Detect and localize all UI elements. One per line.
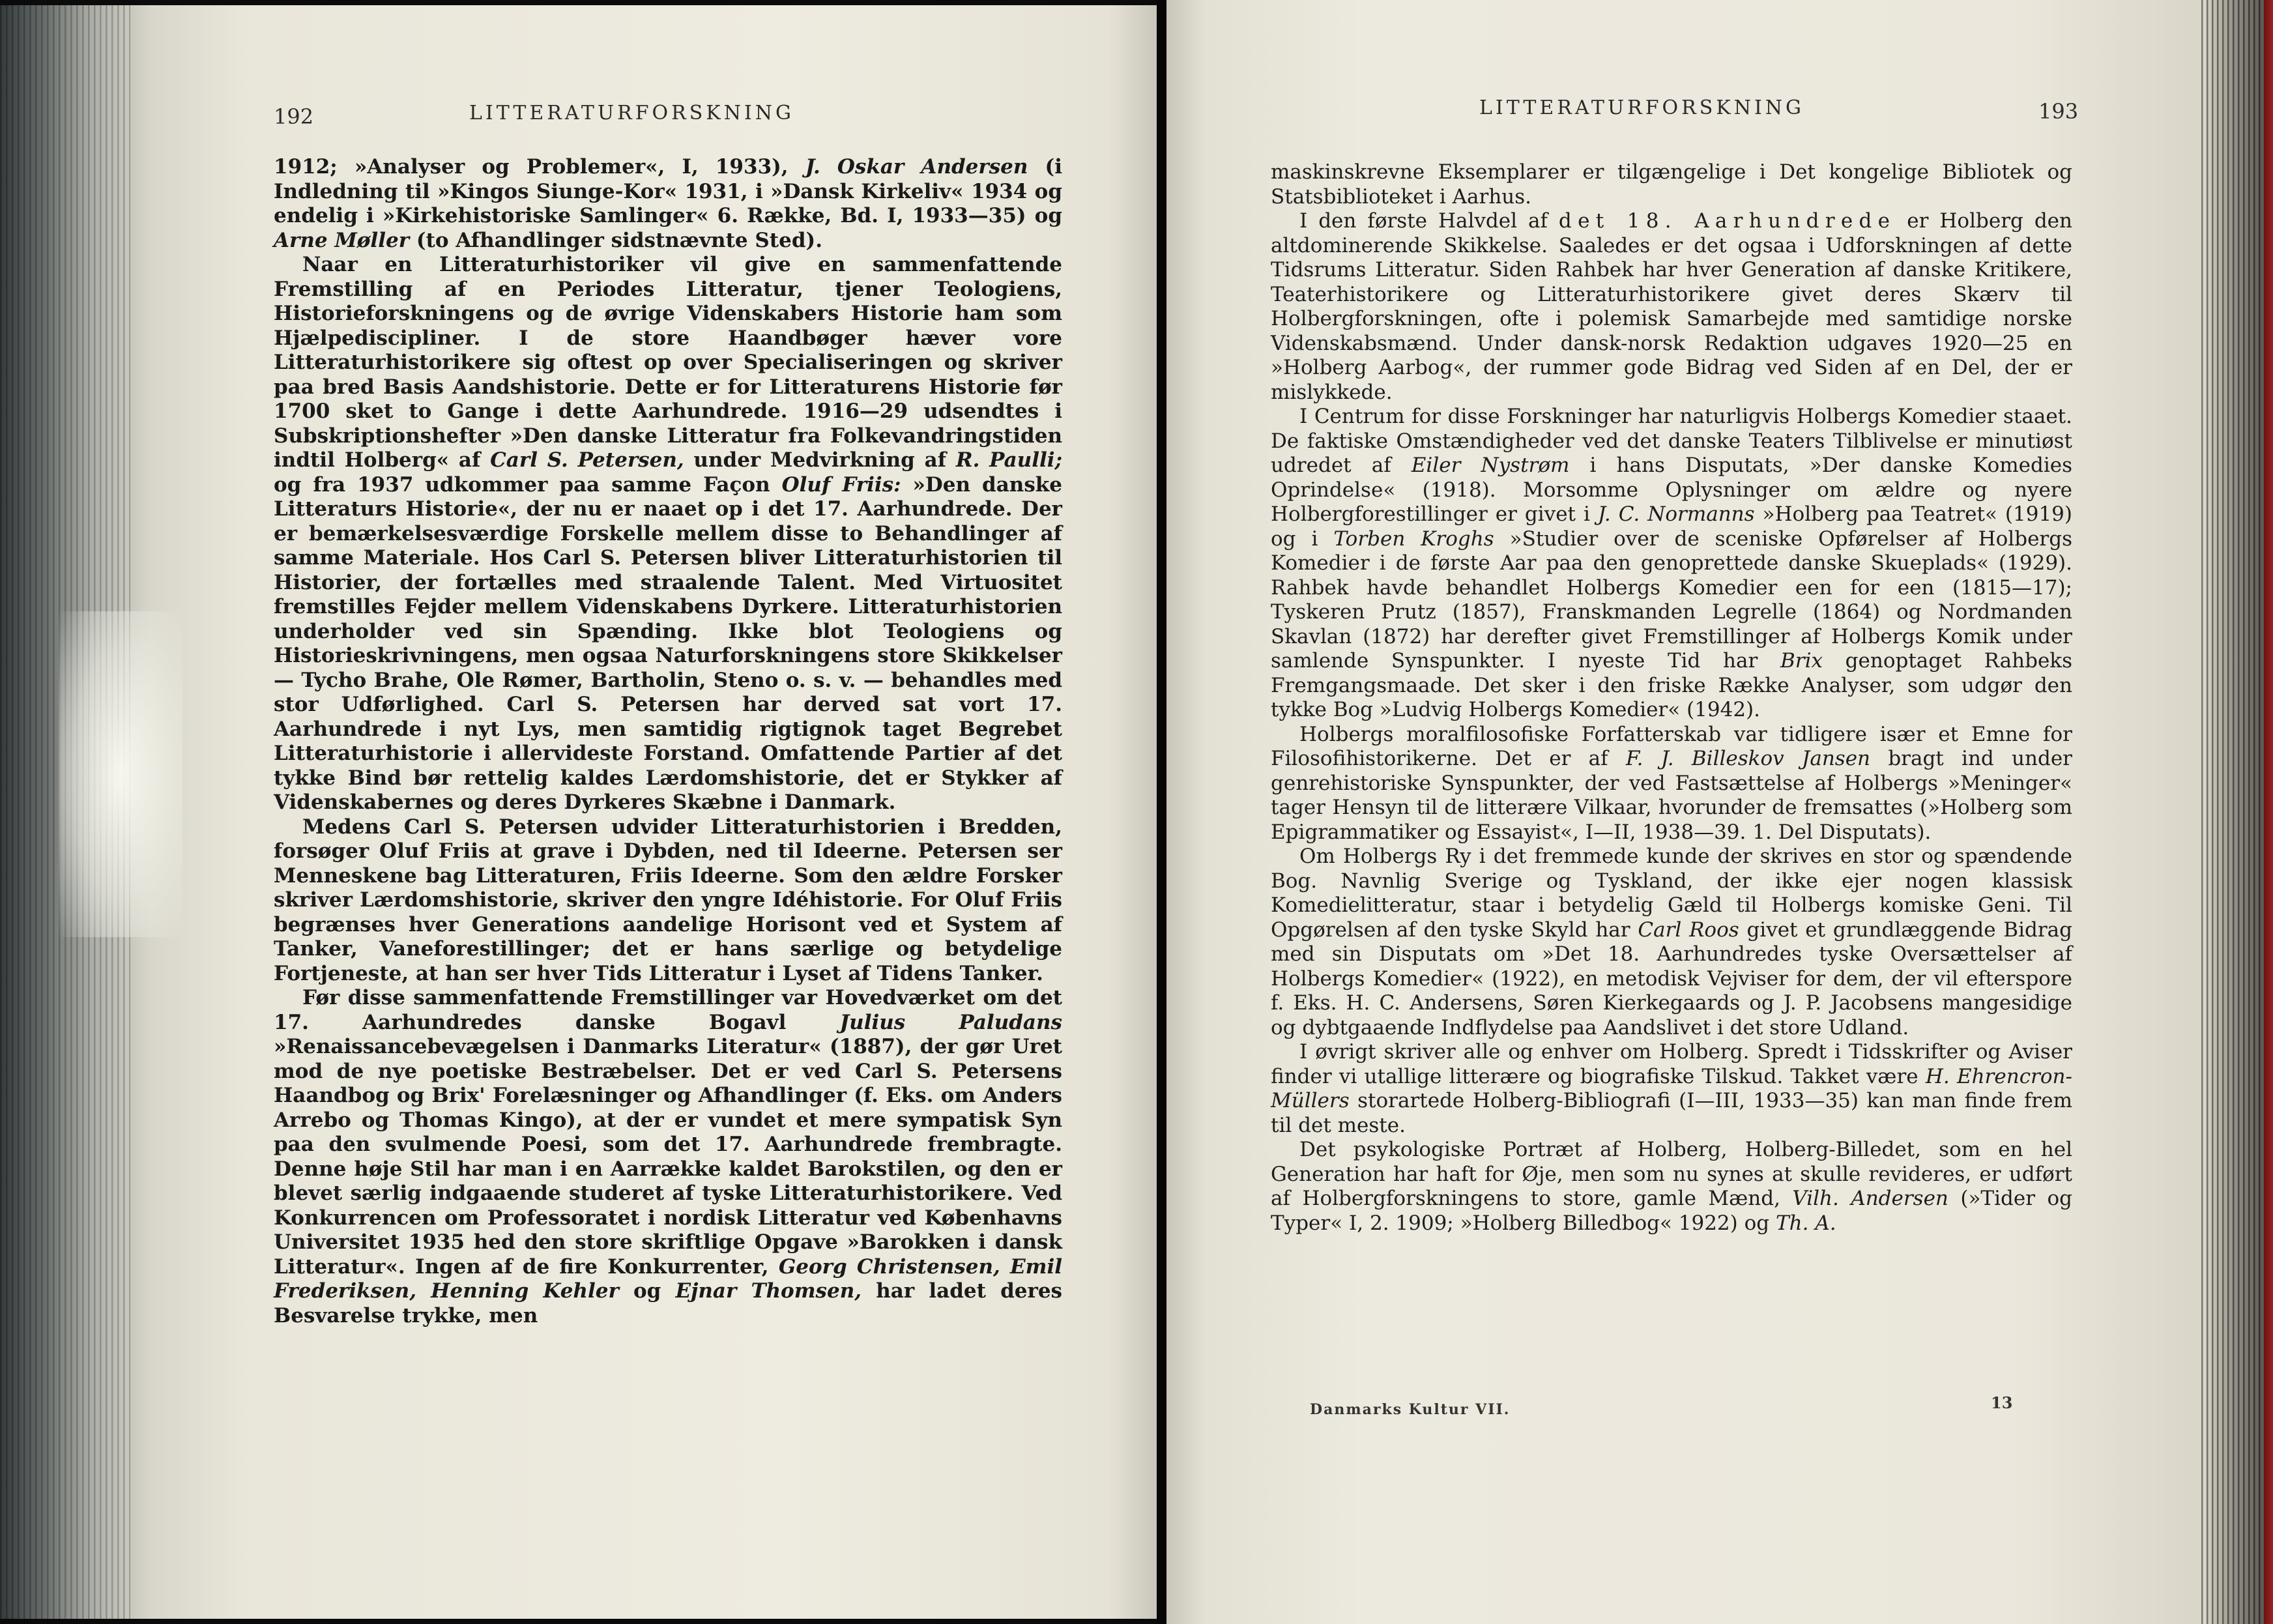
- printer-signature: Danmarks Kultur VII.: [1310, 1401, 1511, 1418]
- paragraph: [274, 253, 1062, 815]
- italic-name: Brix: [1780, 649, 1823, 673]
- text-run: »Studier over de sceniske Opførelser af Holbergs Komedier i de første Aar paa den genoprettede danske Skueplads« (1929). Rahbek havde behandlet Holbergs Komedier een for een (1815—17); Tyskeren Prutz (1857), Franskmanden Legrelle (1864) og Nordmanden Skavlan (1872) har derefter givet Fremstillinger af Holbergs Komik under samlende Synspunkter. I nyeste Tid har: [1271, 527, 2072, 673]
- page-edges: [2201, 0, 2273, 1624]
- paragraph: [1271, 723, 2072, 845]
- italic-name: Ejnar Thomsen,: [675, 1279, 862, 1303]
- italic-name: Julius Paludans: [839, 1010, 1062, 1034]
- text-run: og fra 1937 udkommer paa samme Façon: [274, 472, 782, 497]
- text-run: Om Holbergs Ry i det fremmede kunde der skrives en stor og spændende Bog. Navnlig Sverige og Tyskland, der ikke ejer nogen klassisk Komedielitteratur, staar i betydelig Gæld til Holbergs komiske Geni. Til Opgørelsen af den tyske Skyld har: [1271, 845, 2072, 942]
- italic-name: J. C. Normanns: [1597, 502, 1755, 526]
- binding-edge: [2264, 0, 2273, 1624]
- page-body: [274, 155, 1062, 1328]
- paragraph: [1271, 209, 2072, 405]
- running-head: LITTERATURFORSKNING: [1479, 96, 1805, 119]
- text-run: (»Tider og Typer« I, 2. 1909; »Holberg Billedbog« 1922) og: [1271, 1187, 2072, 1235]
- text-run: bragt ind under genrehistoriske Synspunkter, der ved Fastsættelse af Holbergs »Meninger« tager Hensyn til de litterære Vilkaar, hvorunder de fremsattes (»Holberg som Epigrammatiker og Essayist«, I—II, 1938—39. 1. Del Disputats).: [1271, 747, 2072, 844]
- italic-name: Vilh. Andersen: [1792, 1187, 1948, 1210]
- text-run: Medens Carl S. Petersen udvider Litteraturhistorien i Bredden, forsøger Oluf Friis at grave i Dybden, ned til Ideerne. Petersen ser Menneskene bag Litteraturen, Friis Ideerne. Som den ældre Forsker skriver Lærdomshistorie, skriver den yngre Idéhistorie. For Oluf Friis begrænses hver Generations aandelige Horisont ved et System af Tanker, Vaneforestillinger; det er hans særlige og betydelige Fortjeneste, at han ser hver Tids Litteratur i Lyset af Tidens Tanker.: [274, 815, 1062, 985]
- text-run: »Renaissancebevægelsen i Danmarks Literatur« (1887), der gør Uret mod de nye poetiske Bestræbelser. Det er ved Carl S. Petersens Haandbog og Brix' Forelæsninger og Afhandlinger (f. Eks. om Anders Arrebo og Thomas Kingo), at der er vundet et mere sympatisk Syn paa den svulmende Poesi, som det 17. Aarhundrede frembragte. Denne høje Stil har man i en Aarrække kaldet Barokstilen, og den er blevet særlig indgaaende studeret af tyske Litteraturhistorikere. Ved Konkurrencen om Professoratet i nordisk Litteratur ved Københavns Universitet 1935 hed den store skriftlige Opgave »Barokken i dansk Litteratur«. Ingen af de fire Konkurrenter,: [274, 1035, 1062, 1279]
- paragraph: [1271, 1138, 2072, 1236]
- text-run: (to Afhandlinger sidstnævnte Sted).: [409, 228, 822, 252]
- text-run: I Centrum for disse Forskninger har naturligvis Holbergs Komedier staaet. De faktiske Omstændigheder ved det danske Teaters Tilblivelse er minutiøst udredet af: [1271, 405, 2072, 477]
- page-body: [1271, 160, 2072, 1236]
- gutter: [1157, 0, 1166, 1624]
- italic-name: Oluf Friis:: [781, 472, 901, 497]
- italic-name: Georg Christensen, Emil Frederiksen, Henning Kehler: [274, 1254, 1062, 1303]
- text-run: og: [618, 1279, 676, 1303]
- text-run: Naar en Litteraturhistoriker vil give en sammenfattende Fremstilling af en Periodes Litteratur, tjener Teologiens, Historieforskningens og de øvrige Videnskabers Historie ham som Hjælpediscipliner. I de store Haandbøger hæver vore Litteraturhistorikere sig oftest op over Specialiseringen og skriver paa bred Basis Aandshistorie. Dette er for Litteraturens Historie før 1700 sket to Gange i dette Aarhundrede. 1916—29 udsendtes i Subskriptionshefter »Den danske Litteratur fra Folkevandringstiden indtil Holberg« af: [274, 253, 1062, 472]
- text-run: »Holberg paa Teatret« (1919) og i: [1271, 502, 2072, 551]
- italic-name: F. J. Billeskov Jansen: [1625, 747, 1871, 770]
- text-run: under Medvirkning af: [684, 448, 956, 472]
- page-number: 192: [274, 104, 314, 129]
- text-run: Holbergs moralfilosofiske Forfatterskab var tidligere især et Emne for Filosofihistorikerne. Det er af: [1271, 722, 2072, 770]
- italic-name: Th. A.: [1775, 1211, 1836, 1235]
- light-glare: [59, 611, 182, 937]
- page-number: 193: [2038, 99, 2079, 124]
- italic-name: Carl Roos: [1638, 918, 1739, 942]
- text-run: det 18. Aarhundrede: [1558, 209, 1896, 233]
- text-run: Før disse sammenfattende Fremstillinger var Hovedværket om det 17. Aarhundredes danske Bogavl: [274, 986, 1062, 1034]
- signature-number: 13: [1991, 1393, 2013, 1412]
- text-run: Det psykologiske Portræt af Holberg, Holberg-Billedet, som en hel Generation har haft for Øje, men som nu synes at skulle revideres, er udført af Holbergforskningens to store, gamle Mænd,: [1271, 1138, 2072, 1210]
- text-run: givet et grundlæggende Bidrag med sin Disputats om »Det 18. Aarhundredes tyske Oversættelser af Holbergs Komedier« (1922), en metodisk Vejviser for dem, der vil efterspore f. Eks. H. C. Andersens, Søren Kierkegaards og J. P. Jacobsens mangesidige og dybtgaaende Indflydelse paa Aandslivet i det store Udland.: [1271, 918, 2072, 1039]
- italic-name: J. Oskar Andersen: [805, 155, 1028, 179]
- text-run: storartede Holberg-Bibliografi (I—III, 1933—35) kan man finde frem til det meste.: [1271, 1089, 2072, 1137]
- italic-name: H. Ehrencron-Müllers: [1271, 1064, 2072, 1112]
- paragraph: [274, 815, 1062, 987]
- italic-name: Torben Kroghs: [1333, 527, 1494, 551]
- italic-name: Eiler Nystrøm: [1411, 454, 1570, 477]
- text-run: 1912; »Analyser og Problemer«, I, 1933),: [274, 155, 805, 179]
- right-page: [1166, 0, 2273, 1624]
- paragraph: [1271, 160, 2072, 209]
- text-run: I den første Halvdel af: [1299, 209, 1559, 233]
- text-run: er Holberg den altdominerende Skikkelse. Saaledes er det ogsaa i Udforskningen af dette Tidsrums Litteratur. Siden Rahbek har hver Generation af danske Kritikere, Teaterhistorikere og Litteraturhistorikere givet deres Skærv til Holbergforskningen, ofte i polemisk Samarbejde med samtidige norske Videnskabsmænd. Under dansk-norsk Redaktion udgaves 1920—25 en »Holberg Aarbog«, der rummer gode Bidrag ved Siden af en Del, der er mislykkede.: [1271, 209, 2072, 404]
- paragraph: [1271, 1040, 2072, 1138]
- text-run: genoptaget Rahbeks Fremgangsmaade. Det sker i den friske Række Analyser, som udgør den tykke Bog »Ludvig Holbergs Komedier« (1942).: [1271, 649, 2072, 721]
- paragraph: [274, 986, 1062, 1328]
- left-page: [0, 5, 1157, 1619]
- text-run: I øvrigt skriver alle og enhver om Holberg. Spredt i Tidsskrifter og Aviser finder vi utallige litterære og biografiske Tilskud. Takket være: [1271, 1040, 2072, 1088]
- paragraph: [1271, 405, 2072, 723]
- italic-name: Carl S. Petersen,: [490, 448, 684, 472]
- text-run: i hans Disputats, »Der danske Komedies Oprindelse« (1918). Morsomme Oplysninger om ældre og nyere Holbergforestillinger er givet i: [1271, 454, 2072, 526]
- paragraph: [274, 155, 1062, 253]
- text-run: maskinskrevne Eksemplarer er tilgængelige i Det kongelige Bibliotek og Statsbiblioteket i Aarhus.: [1271, 160, 2072, 209]
- italic-name: Arne Møller: [274, 228, 410, 252]
- text-run: har ladet deres Besvarelse trykke, men: [274, 1279, 1062, 1327]
- text-run: »Den danske Litteraturs Historie«, der nu er naaet op i det 17. Aarhundrede. Der er bemærkelsesværdige Forskelle mellem disse to Behandlinger af samme Materiale. Hos Carl S. Petersen bliver Litteraturhistorien til Historier, der fortælles med straalende Talent. Med Virtuositet fremstilles Fejder mellem Videnskabens Dyrkere. Litteraturhistorien underholder ved sin Spænding. Ikke blot Teologiens og Historieskrivningens, men ogsaa Naturforskningens store Skikkelser — Tycho Brahe, Ole Rømer, Bartholin, Steno o. s. v. — behandles med stor Udførlighed. Carl S. Petersen har derved sat vort 17. Aarhundrede i nyt Lys, men samtidig rigtignok taget Begrebet Litteraturhistorie i allervideste Forstand. Omfattende Partier af det tykke Bind bør rettelig kaldes Lærdomshistorie, det er Stykker af Videnskabernes og deres Dyrkeres Skæbne i Danmark.: [274, 472, 1063, 814]
- italic-name: R. Paulli;: [955, 448, 1063, 472]
- text-run: (i Indledning til »Kingos Siunge-Kor« 1931, i »Dansk Kirkeliv« 1934 og endelig i »Kirkehistoriske Samlinger« 6. Række, Bd. I, 1933—35) og: [274, 155, 1063, 227]
- running-head: LITTERATURFORSKNING: [469, 102, 795, 124]
- paragraph: [1271, 845, 2072, 1040]
